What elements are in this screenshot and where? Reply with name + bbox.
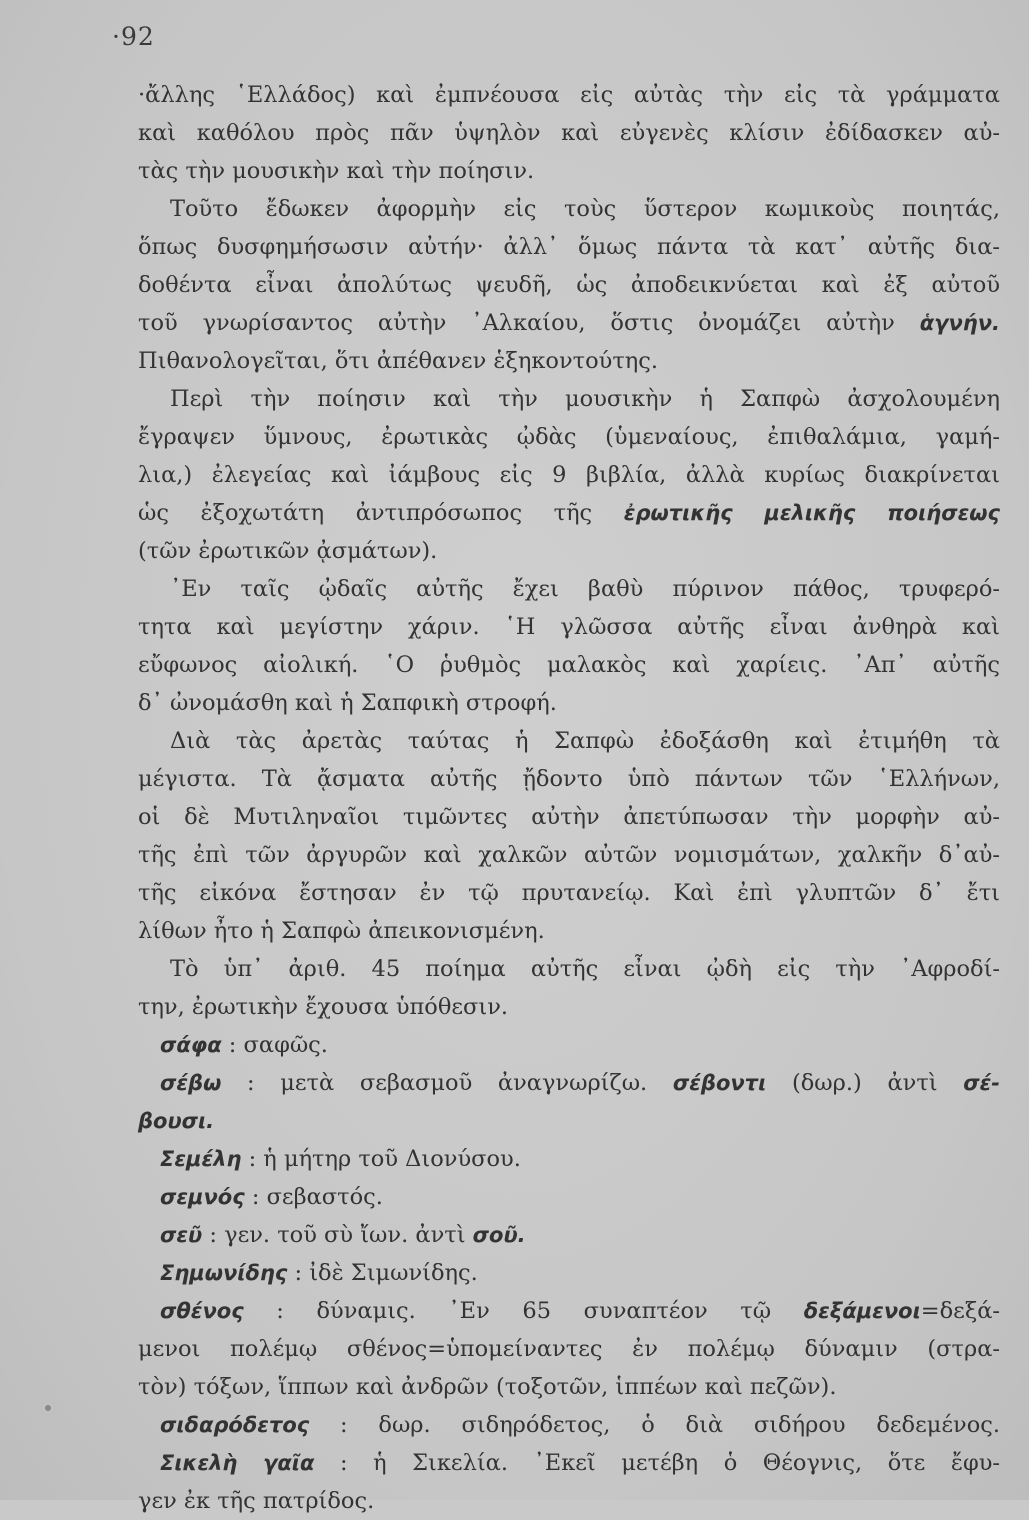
text-line: Τὸ ὑπ᾽ ἀριθ. 45 ποίημα αὐτῆς εἶναι ᾠδὴ εἰς τὴν ᾽Αφροδί- <box>170 956 1000 982</box>
bold-term: δεξάμενοι <box>803 1299 921 1323</box>
text-line: λια,) ἐλεγείας καὶ ἰάμβους εἰς 9 βιβλία, ἀλλὰ κυρίως διακρίνεται <box>138 462 1000 488</box>
text-line: τὸν) τόξων, ἵππων καὶ ἀνδρῶν (τοξοτῶν, ἱππέων καὶ πεζῶν). <box>138 1374 837 1400</box>
glossary-entry: σιδαρόδετος : δωρ. σιδηρόδετος, ὁ διὰ σιδήρου δεδεμένος. <box>160 1412 1000 1438</box>
text-line: εὔφωνος αἰολική. ῾Ο ῥυθμὸς μαλακὸς καὶ χαρίεις. ᾽Απ᾽ αὐτῆς <box>138 652 1000 678</box>
glossary-entry: σέβω : μετὰ σεβασμοῦ ἀναγνωρίζω. σέβοντι (δωρ.) ἀντὶ σέ- <box>160 1070 1001 1096</box>
glossary-entry: Σικελὴ γαῖα : ἡ Σικελία. ᾽Εκεῖ μετέβη ὁ Θέογνις, ὅτε ἔφυ- <box>160 1450 1000 1476</box>
text-line: ·ἄλλης ῾Ελλάδος) καὶ ἐμπνέουσα εἰς αὐτὰς τὴν εἰς τὰ γράμματα <box>138 82 1000 108</box>
text-line: μενοι πολέμῳ σθένος=ὑπομείναντες ἐν πολέμῳ δύναμιν (στρα- <box>138 1336 1000 1362</box>
glossary-term: σεῦ <box>160 1223 203 1247</box>
text-line: τῆς ἐπὶ τῶν ἀργυρῶν καὶ χαλκῶν αὐτῶν νομισμάτων, χαλκῆν δ᾽αὐ- <box>138 842 1000 868</box>
text-line: μέγιστα. Τὰ ᾄσματα αὐτῆς ᾔδοντο ὑπὸ πάντων τῶν ῾Ελλήνων, <box>138 766 1000 792</box>
bold-term: ἐρωτικῆς μελικῆς ποιήσεως <box>623 501 1000 525</box>
print-speck <box>45 1405 51 1411</box>
glossary-entry: Σημωνίδης : ἰδὲ Σιμωνίδης. <box>160 1260 478 1286</box>
text-line: τὰς τὴν μουσικὴν καὶ τὴν ποίησιν. <box>138 158 535 184</box>
glossary-entry: Σεμέλη : ἡ μήτηρ τοῦ Διονύσου. <box>160 1146 521 1172</box>
glossary-entry: σεῦ : γεν. τοῦ σὺ ἴων. ἀντὶ σοῦ. <box>160 1222 526 1248</box>
glossary-term: Σικελὴ γαῖα <box>160 1451 315 1475</box>
text-line: δ᾽ ὠνομάσθη καὶ ἡ Σαπφικὴ στροφή. <box>138 690 557 716</box>
text-line: γεν ἐκ τῆς πατρίδος. <box>138 1488 375 1514</box>
text-line: (τῶν ἐρωτικῶν ᾀσμάτων). <box>138 538 438 564</box>
glossary-term: Σεμέλη <box>160 1147 242 1171</box>
page-text <box>138 76 1000 1520</box>
text-line: ὡς ἐξοχωτάτη ἀντιπρόσωπος τῆς ἐρωτικῆς μελικῆς ποιήσεως <box>138 500 1000 526</box>
glossary-term: σάφα <box>160 1033 222 1057</box>
text-line: Διὰ τὰς ἀρετὰς ταύτας ἡ Σαπφὼ ἐδοξάσθη καὶ ἐτιμήθη τὰ <box>170 728 1000 754</box>
bold-term: σέ- <box>963 1071 1001 1095</box>
text-line: ἔγραψεν ὕμνους, ἐρωτικὰς ᾠδὰς (ὑμεναίους, ἐπιθαλάμια, γαμή- <box>138 424 1000 450</box>
bold-term: σέβοντι <box>672 1071 767 1095</box>
text-line: ᾽Εν ταῖς ᾠδαῖς αὐτῆς ἔχει βαθὺ πύρινον πάθος, τρυφερό- <box>170 576 1000 602</box>
text-line: τοῦ γνωρίσαντος αὐτὴν ᾽Αλκαίου, ὅστις ὀνομάζει αὐτὴν ἁγνήν. <box>138 310 1001 336</box>
glossary-term: σέβω <box>160 1071 222 1095</box>
glossary-term: σιδαρόδετος <box>160 1413 310 1437</box>
glossary-term: σθένος <box>160 1299 244 1323</box>
text-line: καὶ καθόλου πρὸς πᾶν ὑψηλὸν καὶ εὐγενὲς κλίσιν ἐδίδασκεν αὐ- <box>138 120 1000 146</box>
text-line: οἱ δὲ Μυτιληναῖοι τιμῶντες αὐτὴν ἀπετύπωσαν τὴν μορφὴν αὐ- <box>138 804 1000 830</box>
text-line: ὅπως δυσφημήσωσιν αὐτήν· ἀλλ᾽ ὅμως πάντα τὰ κατ᾽ αὐτῆς δια- <box>138 234 1000 260</box>
text-line <box>138 1102 1000 1140</box>
text-line: Πιθανολογεῖται, ὅτι ἀπέθανεν ἑξηκοντούτης. <box>138 348 659 374</box>
glossary-entry: σεμνός : σεβαστός. <box>160 1184 383 1210</box>
text-line: δοθέντα εἶναι ἀπολύτως ψευδῆ, ὡς ἀποδεικνύεται καὶ ἐξ αὐτοῦ <box>138 272 1000 298</box>
text-line: Τοῦτο ἔδωκεν ἀφορμὴν εἰς τοὺς ὕστερον κωμικοὺς ποιητάς, <box>170 196 1000 222</box>
text-line: τῆς εἰκόνα ἔστησαν ἐν τῷ πρυτανείῳ. Καὶ ἐπὶ γλυπτῶν δ᾽ ἔτι <box>138 880 1000 906</box>
text-line: την, ἐρωτικὴν ἔχουσα ὑπόθεσιν. <box>138 994 509 1020</box>
glossary-term: σεμνός <box>160 1185 245 1209</box>
bold-term: ἁγνήν. <box>919 311 1001 335</box>
glossary-term: Σημωνίδης <box>160 1261 288 1285</box>
text-line: λίθων ἦτο ἡ Σαπφὼ ἀπεικονισμένη. <box>138 918 545 944</box>
text-line: Περὶ τὴν ποίησιν καὶ τὴν μουσικὴν ἡ Σαπφὼ ἀσχολουμένη <box>170 386 1000 412</box>
text-line: τητα καὶ μεγίστην χάριν. ῾Η γλῶσσα αὐτῆς εἶναι ἀνθηρὰ καὶ <box>138 614 1000 640</box>
glossary-entry: σάφα : σαφῶς. <box>160 1032 328 1058</box>
bold-term: βουσι. <box>138 1109 215 1133</box>
bold-term: σοῦ. <box>472 1223 526 1247</box>
page-number: ·92 <box>112 22 155 51</box>
glossary-entry: σθένος : δύναμις. ᾽Εν 65 συναπτέον τῷ δεξάμενοι=δεξά- <box>160 1298 1001 1324</box>
